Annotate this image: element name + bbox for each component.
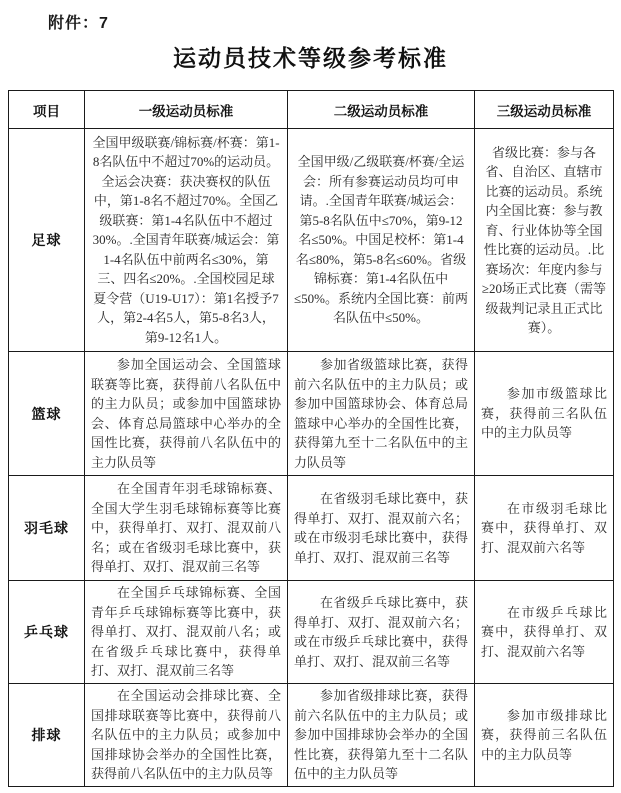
cell-basketball-level2: 参加省级篮球比赛，获得前六名队伍中的主力队员；或参加中国篮球协会、体育总局篮球中心举办的全国性比赛，获得第九至十二名队伍中的主力队员等 bbox=[288, 352, 475, 476]
cell-badminton-level1: 在全国青年羽毛球锦标赛、全国大学生羽毛球锦标赛等比赛中，获得单打、双打、混双前八名；或在省级羽毛球比赛中，获得单打、双打、混双前三名等 bbox=[85, 476, 288, 581]
cell-football-level1: 全国甲级联赛/锦标赛/杯赛：第1-8名队伍中不超过70%的运动员。全运会决赛：获决赛权的队伍中，第1-8名不超过70%。全国乙级联赛：第1-4名队伍中不超过30%。.全国青年联赛/城运会：第1-4名队伍中前两名≤30%，第三、四名≤20%。.全国校园足球夏令营（U19-U17）：第1名授予7人，第2-4名5人，第5-8名3人，第9-12名1人。 bbox=[85, 129, 288, 352]
cell-badminton-level2: 在省级羽毛球比赛中，获得单打、双打、混双前六名；或在市级羽毛球比赛中，获得单打、双打、混双前三名等 bbox=[288, 476, 475, 581]
page-title: 运动员技术等级参考标准 bbox=[173, 45, 448, 71]
sport-name-volleyball: 排球 bbox=[9, 684, 85, 787]
cell-volleyball-level2: 参加省级排球比赛，获得前六名队伍中的主力队员；或参加中国排球协会举办的全国性比赛，获得第九至十二名队伍中的主力队员等 bbox=[288, 684, 475, 787]
cell-football-level3: 省级比赛：参与各省、自治区、直辖市比赛的运动员。系统内全国比赛：参与教育、行业体协等全国性比赛的运动员。.比赛场次：年度内参与≥20场正式比赛（需等级裁判记录且正式比赛）。 bbox=[475, 129, 614, 352]
table-row-volleyball bbox=[9, 684, 614, 787]
table-row-football bbox=[9, 129, 614, 352]
sport-name-tabletennis: 乒乓球 bbox=[9, 581, 85, 684]
cell-volleyball-level3: 参加市级排球比赛，获得前三名队伍中的主力队员等 bbox=[475, 684, 614, 787]
cell-basketball-level1: 参加全国运动会、全国篮球联赛等比赛，获得前八名队伍中的主力队员；或参加中国篮球协会、体育总局篮球中心举办的全国性比赛，获得前八名队伍中的主力队员等 bbox=[85, 352, 288, 476]
cell-tabletennis-level3: 在市级乒乓球比赛中，获得单打、双打、混双前六名等 bbox=[475, 581, 614, 684]
table-row-basketball bbox=[9, 352, 614, 476]
standards-table bbox=[8, 90, 614, 787]
cell-badminton-level3: 在市级羽毛球比赛中，获得单打、双打、混双前六名等 bbox=[475, 476, 614, 581]
col-header-item: 项目 bbox=[9, 91, 85, 129]
col-header-level2: 二级运动员标准 bbox=[288, 91, 475, 129]
table-row-badminton bbox=[9, 476, 614, 581]
cell-football-level2: 全国甲级/乙级联赛/杯赛/全运会：所有参赛运动员均可申请。.全国青年联赛/城运会：第5-8名队伍中≤70%，第9-12名≤50%。中国足校杯：第1-4名≤80%，第5-8名≤60%。省级锦标赛：第1-4名队伍中≤50%。系统内全国比赛：前两名队伍中≤50%。 bbox=[288, 129, 475, 352]
cell-tabletennis-level1: 在全国乒乓球锦标赛、全国青年乒乓球锦标赛等比赛中，获得单打、双打、混双前八名；或在省级乒乓球比赛中，获得单打、双打、混双前三名等 bbox=[85, 581, 288, 684]
col-header-level3: 三级运动员标准 bbox=[475, 91, 614, 129]
sport-name-badminton: 羽毛球 bbox=[9, 476, 85, 581]
cell-basketball-level3: 参加市级篮球比赛，获得前三名队伍中的主力队员等 bbox=[475, 352, 614, 476]
sport-name-football: 足球 bbox=[9, 129, 85, 352]
table-header-row bbox=[9, 91, 614, 129]
cell-volleyball-level1: 在全国运动会排球比赛、全国排球联赛等比赛中，获得前八名队伍中的主力队员；或参加中国排球协会举办的全国性比赛，获得前八名队伍中的主力队员等 bbox=[85, 684, 288, 787]
table-row-tabletennis bbox=[9, 581, 614, 684]
col-header-level1: 一级运动员标准 bbox=[85, 91, 288, 129]
attachment-label: 附件：7 bbox=[48, 15, 109, 32]
cell-tabletennis-level2: 在省级乒乓球比赛中，获得单打、双打、混双前六名；或在市级乒乓球比赛中，获得单打、双打、混双前三名等 bbox=[288, 581, 475, 684]
sport-name-basketball: 篮球 bbox=[9, 352, 85, 476]
